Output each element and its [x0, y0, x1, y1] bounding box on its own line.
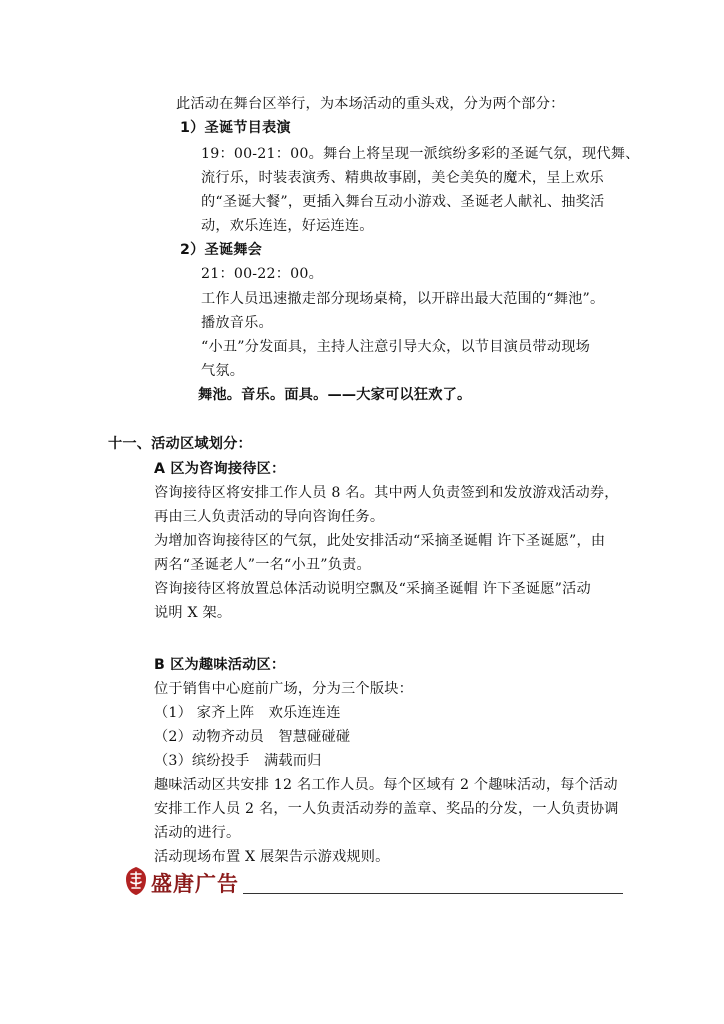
- part1-title: 1）圣诞节目表演: [180, 120, 291, 136]
- zone-b-line: 安排工作人员 2 名，一人负责活动券的盖章、奖品的分发，一人负责协调: [154, 801, 619, 817]
- part1-line: 的“圣诞大餐”，更插入舞台互动小游戏、圣诞老人献礼、抽奖活: [201, 194, 605, 210]
- zone-b-line: 活动现场布置 X 展架告示游戏规则。: [154, 849, 390, 865]
- red-seal-logo-icon: [124, 866, 148, 896]
- zone-a-line: 咨询接待区将放置总体活动说明空飘及“采摘圣诞帽 许下圣诞愿”活动: [154, 581, 591, 597]
- stage-intro: 此活动在舞台区举行，为本场活动的重头戏，分为两个部分：: [176, 96, 565, 112]
- zone-a-line: 说明 X 架。: [154, 605, 232, 621]
- zone-b-list-item: （2）动物齐动员 智慧碰碰碰: [154, 729, 351, 745]
- zone-b-line: 位于销售中心庭前广场，分为三个版块：: [154, 681, 413, 697]
- footer-brand: 盛唐广告: [151, 872, 239, 896]
- part2-line: 播放音乐。: [201, 315, 273, 331]
- zone-a-title: A 区为咨询接待区：: [154, 461, 286, 477]
- zone-a-line: 再由三人负责活动的导向咨询任务。: [154, 509, 385, 525]
- part2-title: 2）圣诞舞会: [180, 242, 263, 258]
- slogan: 舞池。音乐。面具。——大家可以狂欢了。: [198, 387, 472, 403]
- part2-line: 工作人员迅速撤走部分现场桌椅，以开辟出最大范围的“舞池”。: [201, 291, 605, 307]
- zone-a-line: 咨询接待区将安排工作人员 8 名。其中两人负责签到和发放游戏活动券，: [154, 485, 619, 501]
- section-heading: 十一、活动区域划分：: [108, 436, 252, 452]
- zone-a-line: 为增加咨询接待区的气氛，此处安排活动“采摘圣诞帽 许下圣诞愿”，由: [154, 533, 606, 549]
- part1-line: 19：00-21：00。舞台上将呈现一派缤纷多彩的圣诞气氛，现代舞、: [201, 146, 640, 162]
- zone-b-line: 趣味活动区共安排 12 名工作人员。每个区域有 2 个趣味活动，每个活动: [154, 777, 618, 793]
- zone-b-line: 活动的进行。: [154, 825, 241, 841]
- part1-line: 流行乐，时装表演秀、精典故事剧，美仑美奂的魔术，呈上欢乐: [201, 170, 604, 186]
- part2-line: “小丑”分发面具，主持人注意引导大众，以节目演员带动现场: [201, 339, 590, 355]
- footer-divider: [243, 893, 623, 894]
- part1-line: 动，欢乐连连，好运连连。: [201, 218, 374, 234]
- zone-b-list-item: （3）缤纷投手 满载而归: [154, 753, 322, 769]
- zone-b-list-item: （1） 家齐上阵 欢乐连连连: [154, 705, 341, 721]
- part2-line: 气氛。: [201, 363, 245, 379]
- zone-b-title: B 区为趣味活动区：: [154, 657, 286, 673]
- part2-line: 21：00-22：00。: [201, 266, 323, 282]
- zone-a-line: 两名“圣诞老人”一名“小丑”负责。: [154, 557, 371, 573]
